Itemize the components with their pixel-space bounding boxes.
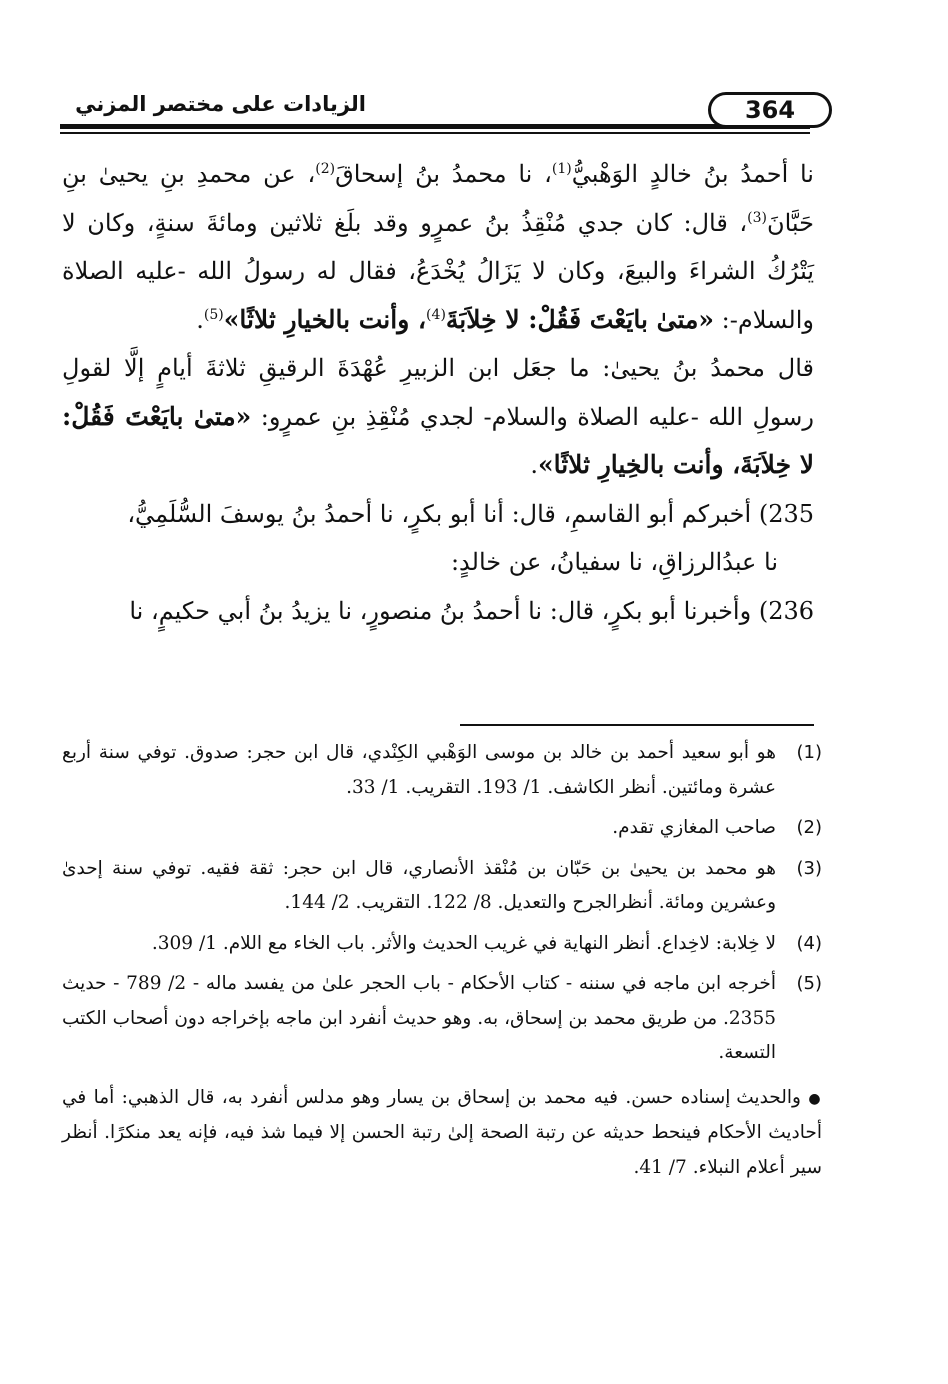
footnote-label: (3) [796,857,822,879]
footnote-ref-3[interactable]: (3) [747,209,767,226]
footnote-label: (1) [796,742,822,763]
hadith-236 [62,587,814,636]
text-run: . [530,451,538,479]
header-rule-thick [60,124,810,129]
footnote-text: هو أبو سعيد أحمد بن خالد بن موسى الوَهْبي الكِنْدي، قال ابن حجر: صدوق. توفي سنة أربع عشرة ومائتين. أنظر الكاشف. 1/ 193. التقريب. 1/ 33. [62,742,776,798]
footnote-label: (4) [796,932,822,954]
footnote-3 [62,852,822,921]
footnote-1 [62,736,822,805]
hadith-quote: «متىٰ بايَعْتَ فَقُلْ: لا خِلاَبَةَ، وأنت بالخِيارِ ثلاثًا» [62,401,814,479]
hadith-number: 236) [758,596,814,625]
bullet-note-text: والحديث إسناده حسن. فيه محمد بن إسحاق بن يسار وهو مدلس أنفرد به، قال الذهبي: أما في أحاديث الأحكام فينحط حديثه عن رتبة الصحة إلىٰ رتبة الحسن إلا فيما شذ فيه، فإنه يعد منكرًا. أنظر سير أعلام النبلاء. 7/ 41. [62,1086,822,1178]
bullet-note [62,1081,822,1186]
text-run: ، عن محمدِ بنِ يحيىٰ بنِ حَبَّانَ [62,160,814,237]
bullet-icon: ● [808,1090,822,1107]
running-title: الزيادات على مختصر المزني [75,92,366,116]
footnote-text: صاحب المغازي تقدم. [612,817,776,838]
footnote-text: أخرجه ابن ماجه في سننه - كتاب الأحكام - باب الحجر علىٰ من يفسد ماله - 2/ 789 - حديث 2355. من طريق محمد بن إسحاق، به. وهو حديث أنفرد ابن ماجه بإخراجه دون أصحاب الكتب التسعة. [61,973,776,1063]
footnote-ref-2[interactable]: (2) [315,161,336,177]
footnote-2 [62,811,822,846]
hadith-text: أخبركم أبو القاسمِ، قال: أنا أبو بكرٍ، نا أحمدُ بنُ يوسفَ السُّلَمِيُّ، [127,499,752,528]
text-run: قال محمدُ بنُ يحيىٰ: ما جعَل ابن الزبيرِ عُهْدَةَ الرقيقِ ثلاثةَ أيامٍ إلَّا لقولِ رسولِ الله -عليه الصلاة والسلام- لجدي مُنْقِذِ بنِ عمرٍو: [62,354,814,431]
text-run: ، نا محمدُ بنُ إسحاقَ [335,160,552,188]
paragraph-2 [62,344,814,490]
hadith-text: وأخبرنا أبو بكرٍ، قال: نا أحمدُ بنُ منصورٍ، نا يزيدُ بنُ أبي حكيمٍ، نا [129,596,752,625]
footnote-4 [62,927,822,962]
hadith-number: 235) [758,499,814,528]
footnote-separator [460,724,814,726]
hadith-quote: «متىٰ بايَعْتَ فَقُلْ: لا خِلاَبَةَ [445,304,715,334]
header-rule-thin [60,132,810,134]
footnote-5 [62,967,822,1071]
main-text [62,150,814,635]
footnote-text: هو محمد بن يحيىٰ بن حَبّان بن مُنْقذ الأنصاري، قال ابن حجر: ثقة فقيه. توفي سنة إحدىٰ وعشرين ومائة. أنظرالجرح والتعديل. 8/ 122. التقريب. 2/ 144. [62,857,776,913]
footnotes [62,736,822,1185]
footnote-ref-4[interactable]: (4) [426,306,446,323]
footnote-text: لا خِلابة: لاخِداع. أنظر النهاية في غريب الحديث والأثر. باب الخاء مع اللام. 1/ 309. [151,932,776,954]
hadith-text: نا عبدُالرزاقِ، نا سفيانُ، عن خالدٍ: [450,548,778,576]
text-run: ، قال: كان جدي مُنْقِذُ بنُ عمرٍو وقد بلَغ ثلاثين ومائةَ سنةٍ، وكان لا يَتْرُكُ الشراءَ والبيعَ، وكان لا يَزَالُ يُخْدَعُ، فقال له رسولُ الله -عليه الصلاة والسلام-: [62,208,814,334]
text-run: نا أحمدُ بنُ خالدٍ الوَهْبيُّ [571,160,814,188]
paragraph-1 [62,150,814,344]
page-number: 364 [708,92,832,128]
hadith-235-continued [62,538,814,587]
footnote-label: (5) [796,973,822,994]
hadith-235 [62,490,814,539]
hadith-quote: ، وأنت بالخيارِ ثلاثًا» [223,304,427,334]
footnote-ref-5[interactable]: (5) [203,306,224,323]
footnote-ref-1[interactable]: (1) [551,161,572,177]
footnote-label: (2) [796,817,822,838]
text-run: . [196,305,204,334]
page-header [60,88,810,138]
